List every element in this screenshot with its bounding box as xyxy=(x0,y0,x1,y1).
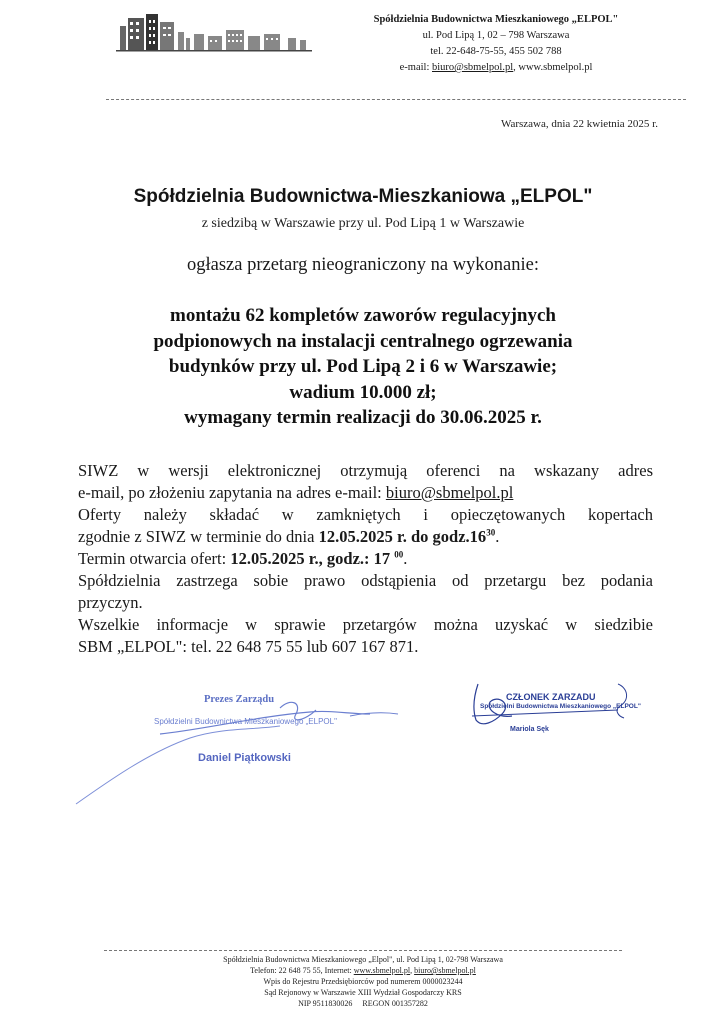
footer-divider xyxy=(104,950,622,951)
body-text-span: . xyxy=(495,527,500,546)
body-email-link[interactable]: biuro@sbmelpol.pl xyxy=(385,483,514,502)
company-seat: z siedzibą w Warszawie przy ul. Pod Lipą 1 w Warszawie xyxy=(201,216,525,231)
signature-right-name: Mariola Sęk xyxy=(510,726,549,733)
subject-line: podpionowych na instalacji centralnego ogrzewania xyxy=(153,330,573,352)
opening-date: 12.05.2025 r., godz.: 17 xyxy=(230,549,395,568)
signature-left-scribble xyxy=(70,690,410,810)
header-contact xyxy=(326,62,666,73)
subject-line: budynków przy ul. Pod Lipą 2 i 6 w Warszawie; xyxy=(168,356,558,377)
header-email-link[interactable]: biuro@sbmelpol.pl xyxy=(432,62,514,73)
body-text-span: Termin otwarcia ofert: xyxy=(78,549,231,568)
body-line: SBM „ELPOL": tel. 22 648 75 55 lub 607 167 871. xyxy=(78,637,419,656)
footer-phone: Telefon: 22 648 75 55, Internet: xyxy=(250,966,354,975)
footer-separator: , xyxy=(410,966,415,975)
footer-contact xyxy=(0,966,726,977)
body-text-span: . xyxy=(403,549,408,568)
subject-line: montażu 62 kompletów zaworów regulacyjnych xyxy=(170,305,556,326)
header-address: ul. Pod Lipą 1, 02 – 798 Warszawa xyxy=(422,30,570,41)
header-website: , www.sbmelpol.pl xyxy=(513,62,593,73)
body-line: SIWZ w wersji elektronicznej otrzymują oferenci na wskazany adres xyxy=(78,461,653,480)
body-text-span: zgodnie z SIWZ w terminie do dnia xyxy=(78,527,319,546)
body-line xyxy=(78,548,653,570)
body-line xyxy=(78,526,653,548)
footer-court: Sąd Rejonowy w Warszawie XIII Wydział Gospodarczy KRS xyxy=(264,988,462,997)
subject-line: wadium 10.000 zł; xyxy=(289,381,437,403)
signature-left-name: Daniel Piątkowski xyxy=(198,752,291,764)
header-company-name: Spółdzielnia Budownictwa Mieszkaniowego „ELPOL" xyxy=(373,14,619,25)
document-title: Spółdzielnia Budownictwa-Mieszkaniowa „ELPOL" xyxy=(133,186,593,207)
document-date: Warszawa, dnia 22 kwietnia 2025 r. xyxy=(500,118,658,130)
signature-right-title: CZŁONEK ZARZADU xyxy=(506,692,596,702)
footer-website-link[interactable]: www.sbmelpol.pl xyxy=(353,966,411,975)
subject-line: wymagany termin realizacji do 30.06.2025 r. xyxy=(184,407,542,428)
header-phone: tel. 22-648-75-55, 455 502 788 xyxy=(430,46,562,57)
signature-left-org: Spółdzielni Budownictwa Mieszkaniowego „ELPOL" xyxy=(154,717,337,726)
header-divider xyxy=(106,99,686,100)
footer-tax-ids: NIP 9511830026 REGON 001357282 xyxy=(298,999,428,1008)
header-email-prefix: e-mail: xyxy=(399,62,432,73)
body-line xyxy=(78,482,653,504)
body-line: Spółdzielnia zastrzega sobie prawo odstąpienia od przetargu bez podania xyxy=(78,571,653,590)
body-text-span: e-mail, po złożeniu zapytania na adres e-mail: xyxy=(78,483,386,502)
body-line: przyczyn. xyxy=(78,593,143,612)
offer-deadline: 12.05.2025 r. do godz.16 xyxy=(318,527,487,546)
footer-registry: Wpis do Rejestru Przedsiębiorców pod numerem 0000023244 xyxy=(263,977,463,986)
signature-left-title: Prezes Zarządu xyxy=(204,694,275,705)
footer-address: Spółdzielnia Budownictwa Mieszkaniowego „Elpol", ul. Pod Lipą 1, 02-798 Warszawa xyxy=(223,955,503,964)
body-line: Wszelkie informacje w sprawie przetargów można uzyskać w siedzibie xyxy=(78,615,653,634)
footer-email-link[interactable]: biuro@sbmelpol.pl xyxy=(414,966,476,975)
signature-right-org: Spółdzielni Budownictwa Mieszkaniowego „ELPOL" xyxy=(480,703,641,710)
body-text xyxy=(78,460,653,658)
opening-minutes: 00 xyxy=(394,549,404,560)
tender-subject xyxy=(0,303,726,431)
body-line: Oferty należy składać w zamkniętych i opieczętowanych kopertach xyxy=(78,505,653,524)
announcement-line: ogłasza przetarg nieograniczony na wykonanie: xyxy=(186,255,540,275)
company-logo-buildings xyxy=(114,12,314,64)
offer-deadline-minutes: 30 xyxy=(486,527,496,538)
